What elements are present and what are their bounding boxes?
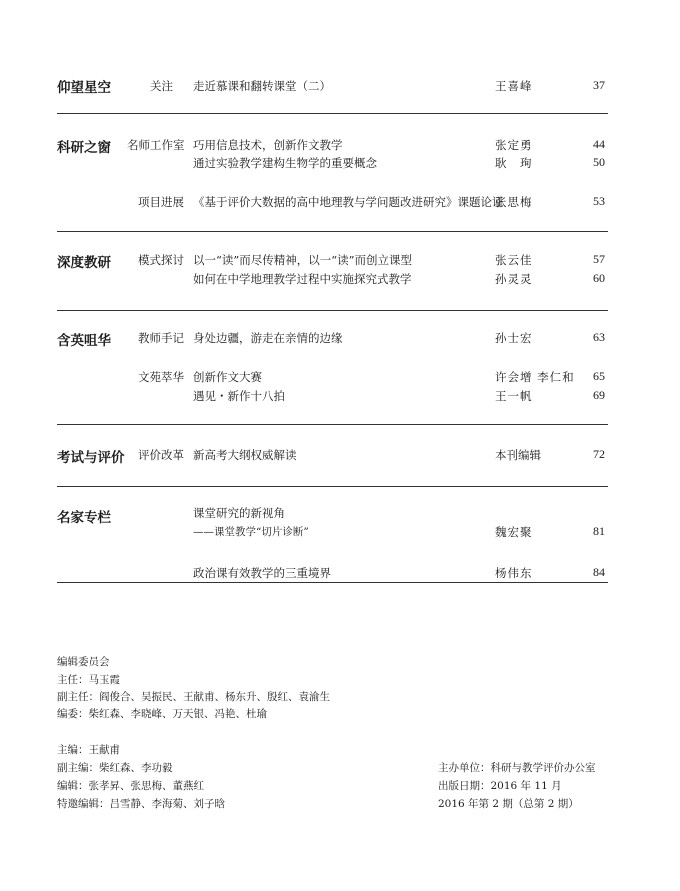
article-page: 63 <box>593 330 605 344</box>
article-title[interactable]: 创新作文大赛 <box>193 370 262 384</box>
publisher-line: 主办单位：科研与教学评价办公室 <box>438 762 596 774</box>
article-title[interactable]: 新高考大纲权威解读 <box>193 448 297 462</box>
article-page: 53 <box>593 194 605 208</box>
article-page: 57 <box>593 252 605 266</box>
issue-number: 2016 年第 2 期（总第 2 期） <box>438 798 579 810</box>
column-label: 教师手记 <box>138 331 184 345</box>
article-page: 44 <box>593 137 605 151</box>
column-label: 项目进展 <box>138 195 184 209</box>
staff-line: 特邀编辑：吕雪静、李海菊、刘子晗 <box>57 798 225 810</box>
article-title[interactable]: 以一“读”而尽传精神，以一“读”而创立课型 <box>193 253 413 267</box>
editorial-board-heading: 编辑委员会 <box>57 656 110 668</box>
article-title[interactable]: 走近慕课和翻转课堂（二） <box>193 79 331 93</box>
article-author: 王喜峰 <box>495 79 533 93</box>
section-divider <box>57 231 608 232</box>
article-page: 84 <box>593 565 605 579</box>
article-title[interactable]: 巧用信息技术，创新作文教学 <box>193 138 343 152</box>
article-author: 孙士宏 <box>495 331 533 345</box>
column-label: 模式探讨 <box>138 253 184 267</box>
article-page: 72 <box>593 447 605 461</box>
article-page: 37 <box>593 78 605 92</box>
editorial-board-line: 编委：柴红森、李晓峰、万天银、冯艳、杜瑜 <box>57 708 267 720</box>
section-title: 科研之窗 <box>57 140 111 156</box>
article-author: 魏宏聚 <box>495 525 533 539</box>
article-author: 孙灵灵 <box>495 272 533 286</box>
staff-line: 编辑：张孝昇、张思梅、董燕红 <box>57 780 204 792</box>
staff-line: 副主编：柴红森、李功毅 <box>57 762 173 774</box>
article-page: 81 <box>593 524 605 538</box>
section-title: 仰望星空 <box>57 80 111 96</box>
column-label: 文苑萃华 <box>138 370 184 384</box>
section-divider <box>57 113 608 114</box>
section-title: 含英咀华 <box>57 333 111 349</box>
article-author: 张定勇 <box>495 138 533 152</box>
section-title: 深度教研 <box>57 255 111 271</box>
article-author: 张思梅 <box>495 195 533 209</box>
article-author: 本刊编辑 <box>495 448 541 462</box>
staff-line: 主编：王献甫 <box>57 744 120 756</box>
column-label: 评价改革 <box>138 448 184 462</box>
article-title[interactable]: 如何在中学地理教学过程中实施探究式教学 <box>193 272 412 286</box>
article-author: 杨伟东 <box>495 566 533 580</box>
article-title[interactable]: 通过实验教学建构生物学的重要概念 <box>193 156 377 170</box>
column-label: 名师工作室 <box>127 138 185 152</box>
article-author: 许会增 李仁和 <box>495 370 575 384</box>
article-title[interactable]: 政治课有效教学的三重境界 <box>193 566 331 580</box>
editorial-board-line: 副主任：阎俊合、吴振民、王献甫、杨东升、殷红、袁渝生 <box>57 691 330 703</box>
article-subtitle: ——课堂教学“切片诊断” <box>193 526 309 538</box>
section-title: 名家专栏 <box>57 510 111 526</box>
article-page: 69 <box>593 388 605 402</box>
article-page: 60 <box>593 271 605 285</box>
column-label: 关注 <box>150 79 173 93</box>
article-page: 50 <box>593 155 605 169</box>
article-author: 王一帆 <box>495 389 533 403</box>
article-title[interactable]: 课堂研究的新视角 <box>193 506 285 520</box>
publish-date: 出版日期：2016 年 11 月 <box>438 780 562 792</box>
editorial-board-line: 主任：马玉霞 <box>57 674 120 686</box>
section-title: 考试与评价 <box>57 450 125 466</box>
article-title[interactable]: 遇见・新作十八拍 <box>193 389 285 403</box>
section-divider <box>57 486 608 487</box>
article-title[interactable]: 《基于评价大数据的高中地理教与学问题改进研究》课题论证 <box>193 195 504 209</box>
section-divider <box>57 424 608 425</box>
section-divider <box>57 310 608 311</box>
article-author: 耿 珣 <box>495 156 533 170</box>
article-page: 65 <box>593 369 605 383</box>
article-author: 张云佳 <box>495 253 533 267</box>
section-divider <box>57 582 608 583</box>
article-title[interactable]: 身处边疆，游走在亲情的边缘 <box>193 331 343 345</box>
